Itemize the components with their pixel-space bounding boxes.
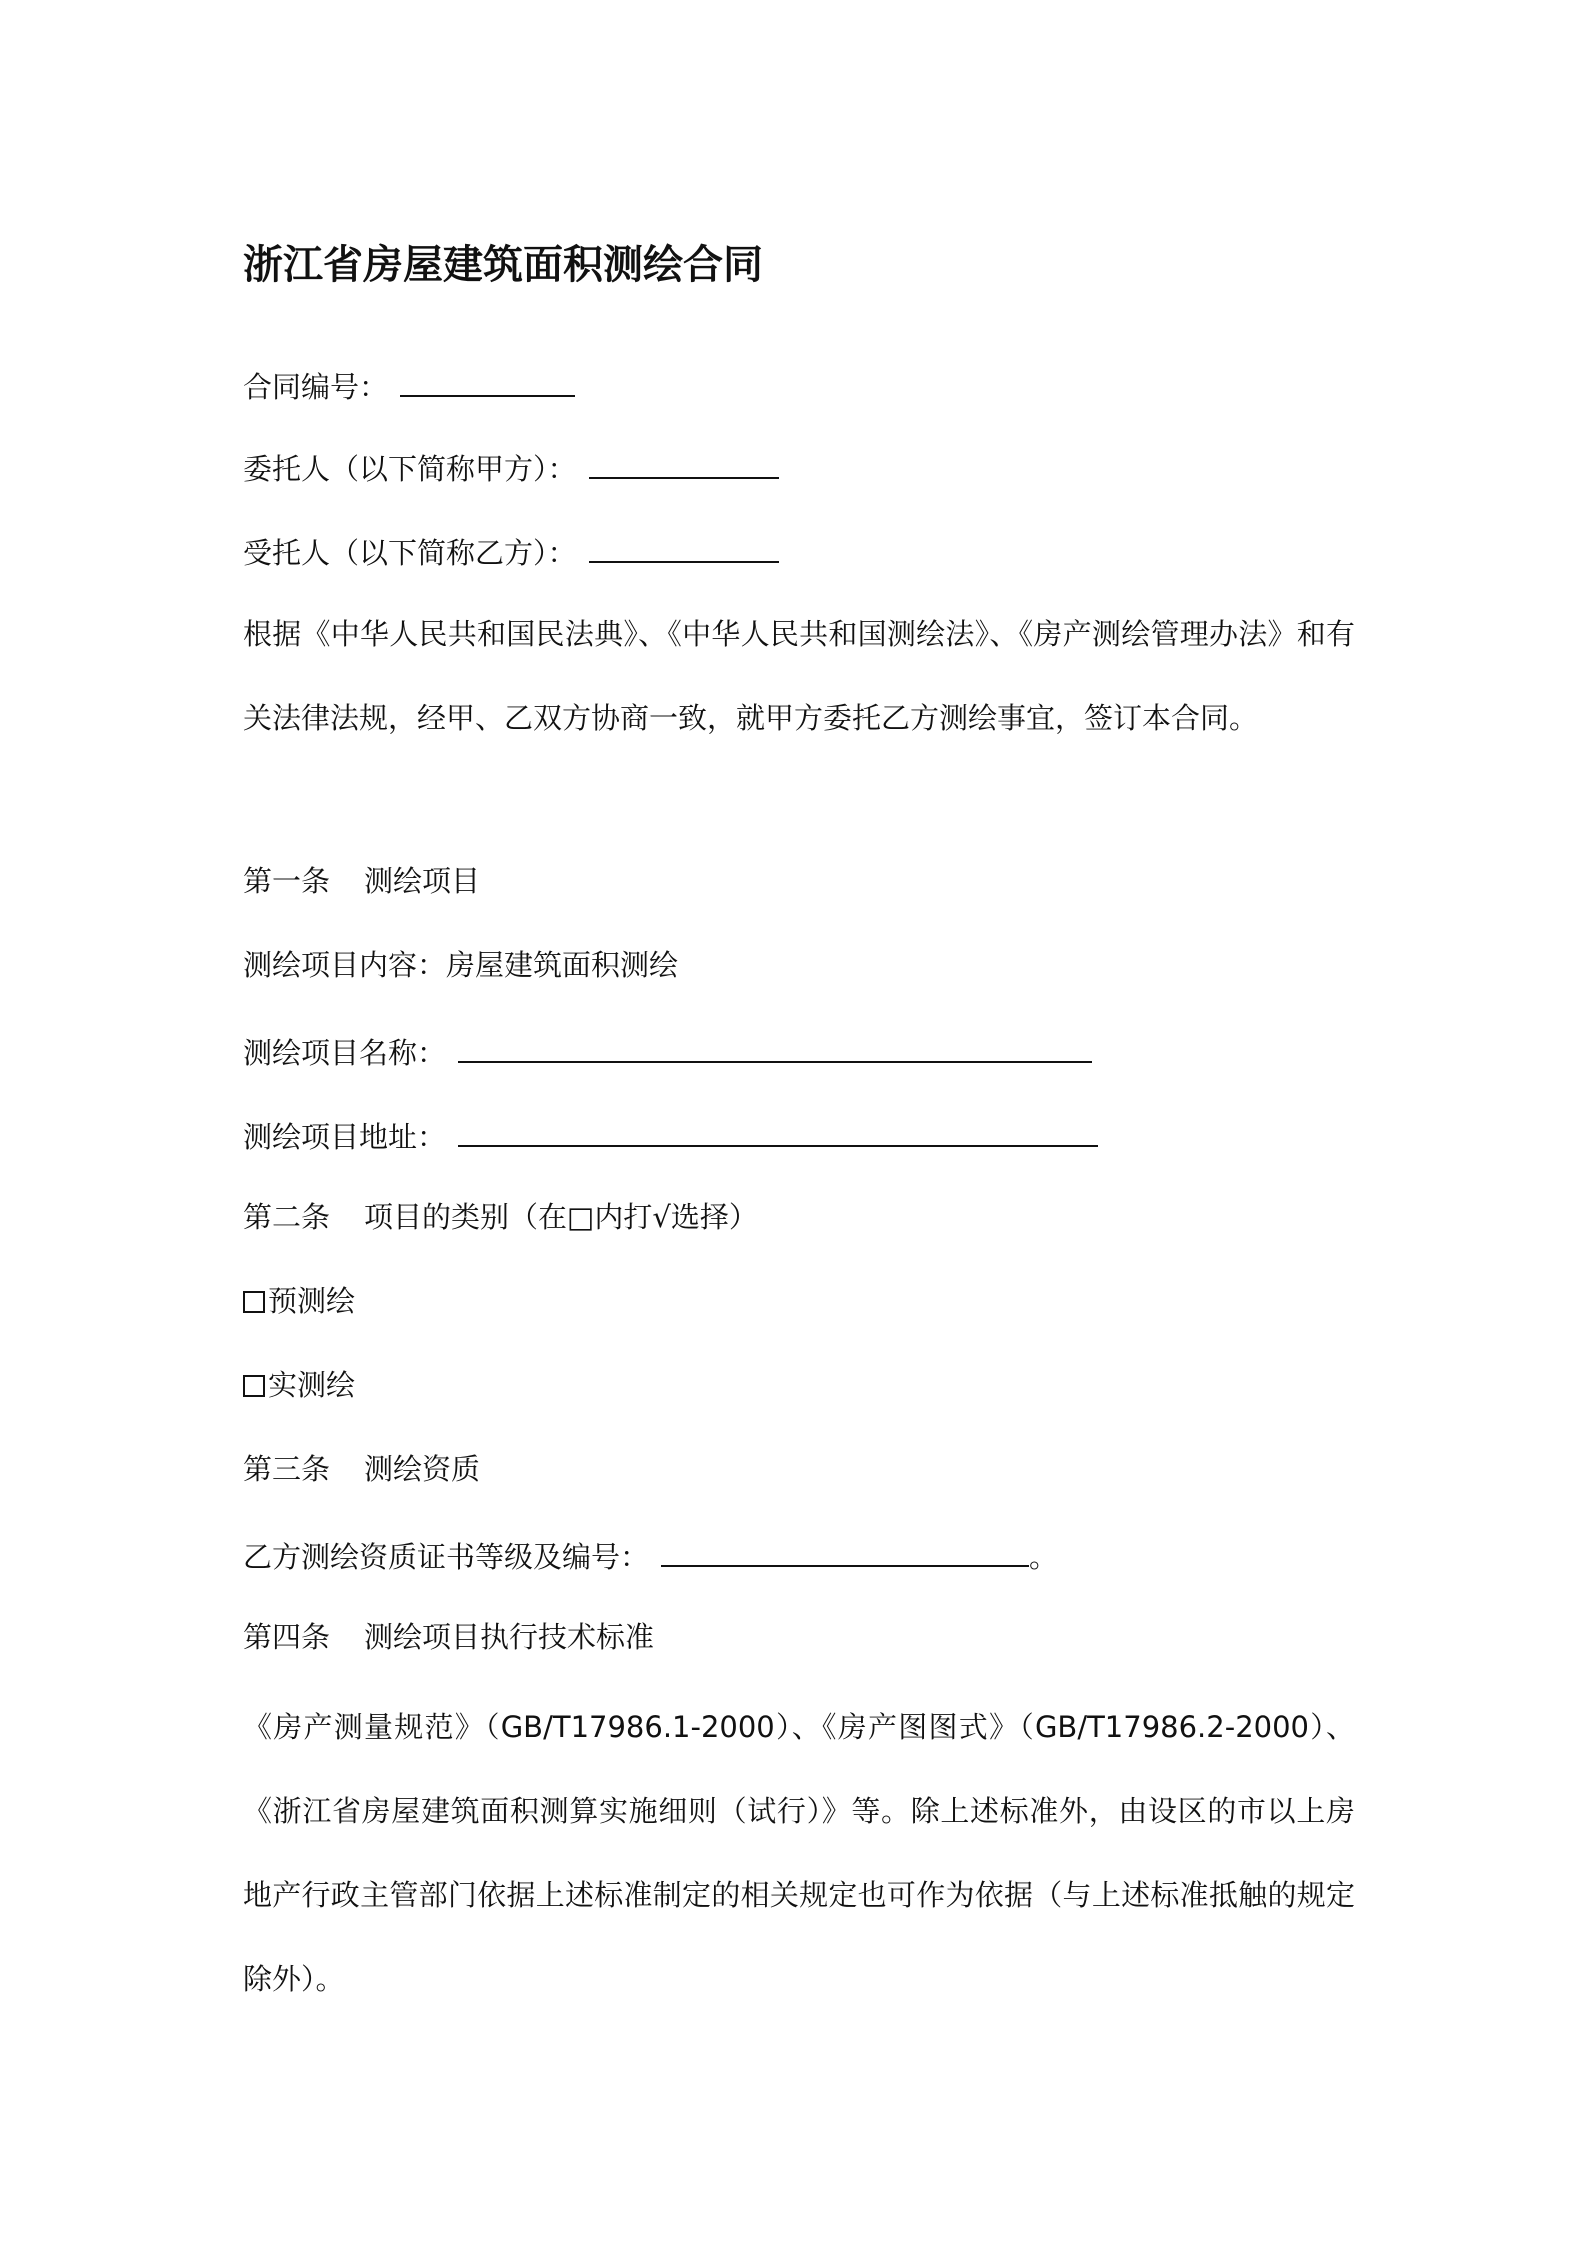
article4-body: 《房产测量规范》（GB/T17986.1-2000）、《房产图图式》（GB/T17986.2-2000）、《浙江省房屋建筑面积测算实施细则（试行）》等。除上述标准外，由设区的市以上房地产行政主管部门依据上述标准制定的相关规定也可作为依据（与上述标准抵触的规定除外）。 [243, 1710, 1355, 1996]
certificate-label: 乙方测绘资质证书等级及编号： [243, 1540, 650, 1574]
preamble-paragraph: 根据《中华人民共和国民法典》、《中华人民共和国测绘法》、《房产测绘管理办法》和有关法律法规，经甲、乙双方协商一致，就甲方委托乙方测绘事宜，签订本合同。 [243, 617, 1355, 735]
project-name-label: 测绘项目名称： [243, 1036, 447, 1070]
article3-title: 测绘资质 [364, 1452, 481, 1486]
option-pre-survey[interactable] [243, 1281, 355, 1321]
article2-heading [243, 1197, 758, 1237]
certificate-blank[interactable] [661, 1533, 1029, 1567]
article2-title: 项目的类别（在□内打√选择） [364, 1200, 758, 1234]
contractor-label: 受托人（以下简称乙方）： [243, 536, 577, 570]
contract-number-blank[interactable] [400, 363, 575, 397]
contract-number-label: 合同编号： [243, 370, 389, 404]
client-label: 委托人（以下简称甲方）： [243, 452, 577, 486]
article4-title: 测绘项目执行技术标准 [364, 1620, 655, 1654]
contractor-blank[interactable] [589, 529, 779, 563]
certificate-end: 。 [1029, 1540, 1059, 1574]
article3-number: 第三条 [243, 1452, 331, 1486]
article1-title: 测绘项目 [364, 864, 481, 898]
project-content-line: 测绘项目内容：房屋建筑面积测绘 [243, 948, 679, 982]
option-label: 预测绘 [268, 1284, 356, 1318]
article1-number: 第一条 [243, 864, 331, 898]
certificate-row [243, 1533, 1058, 1577]
option-actual-survey[interactable] [243, 1365, 355, 1405]
project-address-blank[interactable] [458, 1113, 1098, 1147]
document-title: 浙江省房屋建筑面积测绘合同 [243, 242, 763, 288]
project-address-row [243, 1113, 1098, 1157]
article3-heading [243, 1449, 480, 1489]
option-label: 实测绘 [268, 1368, 356, 1402]
project-name-blank[interactable] [458, 1029, 1092, 1063]
article4-heading [243, 1617, 654, 1657]
checkbox-icon[interactable] [243, 1291, 265, 1313]
project-address-label: 测绘项目地址： [243, 1120, 447, 1154]
article4-number: 第四条 [243, 1620, 331, 1654]
contractor-row [243, 529, 779, 573]
project-name-row [243, 1029, 1092, 1073]
article1-heading [243, 861, 480, 901]
client-blank[interactable] [589, 445, 779, 479]
checkbox-icon[interactable] [243, 1375, 265, 1397]
client-row [243, 445, 779, 489]
contract-number-row [243, 363, 575, 407]
article2-number: 第二条 [243, 1200, 331, 1234]
